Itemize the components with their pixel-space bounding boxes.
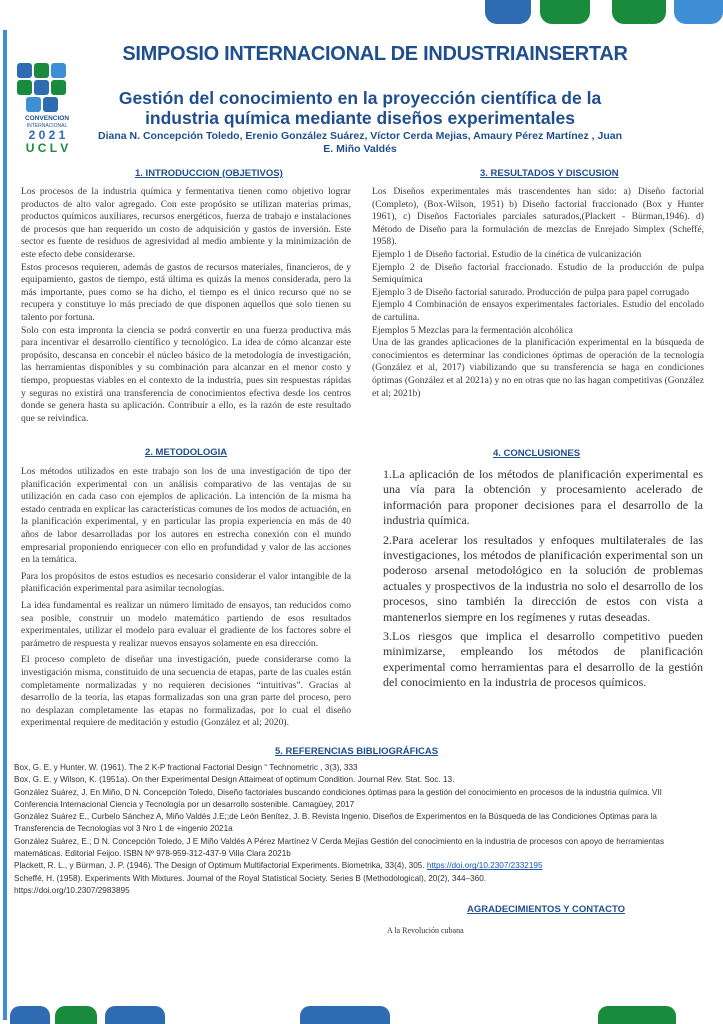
- symposium-title: SIMPOSIO INTERNACIONAL DE INDUSTRIAINSERTAR: [122, 43, 628, 65]
- logo-line2: INTERNACIONAL: [26, 123, 68, 129]
- reference-item: Plackett, R. L., y Bürman, J. P. (1946). The Design of Optimum Multifactorial Experiments. Biometrika, 33(4), 305. https://doi.org/10.2307/2332195: [14, 861, 543, 871]
- top-tab-2: [540, 0, 590, 24]
- reference-item: Box, G. E. y Hunter, W. (1961). The 2 K-P fractional Factorial Design “ Technometric , 3(3), 333: [14, 763, 358, 772]
- bottom-tab-4: [300, 1006, 390, 1024]
- convention-logo-icon: [17, 63, 77, 118]
- top-tab-1: [485, 0, 531, 24]
- doi-link[interactable]: https://doi.org/10.2307/2332195: [426, 861, 543, 871]
- reference-item: Scheffé, H. (1958). Experiments With Mixtures. Journal of the Royal Statistical Society. Series B (Methodological), 20(2), 344–360.: [14, 873, 487, 883]
- reference-item: González Suárez E., Curbelo Sánchez A, Miño Valdés J.E;;de León Benítez, J. B. Revista Ingenio. Diseños de Experimentos en la Búsqueda de las Condiciones Óptimas para la Transferencia de Tecnologías vol 3 Nro 1 de +ingenio 2021a: [14, 812, 657, 834]
- bottom-tab-3: [105, 1006, 165, 1024]
- logo-year: 2 0 2 1: [28, 128, 66, 142]
- references-heading: 5. REFERENCIAS BIBLIOGRÁFICAS: [275, 746, 439, 757]
- bottom-tab-2: [55, 1006, 97, 1024]
- conclusions-heading: 4. CONCLUSIONES: [493, 448, 581, 459]
- intro-body: Los procesos de la industria química y fermentativa tienen como objetivo lograr productos de alto valor agregado. Con este propósito se utilizan materias primas, productos químicos auxiliares, recursos energéticos, fuerza de trabajo e instalaciones de procesos que han requerido un costo de adquisición y gastos de inversión. Este sector es fuente de residuos de agresividad al medio ambiente y la minimización de este efecto debe considerarse. Estos procesos requieren, además de gastos de recursos materiales, financieros, de y equipamiento, gastos de tiempo, está última es quizás la menos considerada, pero la más importante, pues como se ha dicho, el tiempo es el único recurso que no se recupera y constituye lo más preciado de que disponen aquellos que solo tienen su talento por fortuna. Solo con esta impronta la ciencia se podrá convertir en una fuerza productiva más para incentivar el desarrollo científico y tecnológico. La idea de cómo alcanzar este propósito, descansa en concebir el núcleo básico de la metodología de investigación, las herramientas disponibles y su combinación para alcanzar en el menor costo y tiempo, propuestas viables en el contexto de la industria, pues sin respuestas rápidas y seguras no existirá una transferencia de conocimientos efectiva desde los centros donde se genera hasta su aplicación. Contribuir a ello, es la razón de este resultado que se reivindica.: [21, 186, 351, 424]
- references-list: [14, 762, 704, 897]
- bottom-tab-5: [598, 1006, 676, 1024]
- reference-item: González Suárez, E.; D N. Concepción Toledo, J E Miño Valdés A Pérez Martínez V Cerda Mejías Gestión del conocimiento en la industria de procesos con apoyo de herramientas matemáticas. Editorial Feijoo. ISBN Nº 978-959-312-437-9 Villa Clara 2021b: [14, 836, 665, 859]
- logo-line1: CONVENCION: [24, 115, 70, 122]
- reference-item: https://doi.org/10.2307/2983895: [14, 885, 130, 895]
- results-heading: 3. RESULTADOS Y DISCUSION: [480, 168, 619, 179]
- conclusions-body: 1.La aplicación de los métodos de planificación experimental es una vía para la obtención y procesamiento acelerado de información para proponer decisiones para el desarrollo de la industria química. 2.Para acelerar los resultados y enfoques multilaterales de las investigaciones, los métodos de planificación experimental son un poderoso arsenal metodológico en la solución de problemas actuales y prospectivos de la industria no solo el desarrollo de los procesos, sino también la dirección de estos con vista a mantenerlos siempre en los regímenes y rutas deseadas. 3.Los riesgos que implica el desarrollo competitivo pueden minimizarse, empleando los métodos de planificación experimental como herramientas para el desarrollo de la gestión del conocimiento en la industria de procesos químicos.: [383, 467, 703, 690]
- top-tab-4: [674, 0, 723, 24]
- method-body: Los métodos utilizados en este trabajo son los de una investigación de tipo der planificación experimental con un análisis comparativo de las ventajas de su utilización en cada caso con ejemplos de aplicación. La intención de la misma ha estado centrada en explicar las características comunes de los modos de actuación, en la planificación experimental, y en particular las propia experiencia en más de 40 años de labor desarrolladas por los autores en estrecha conexión con el mundo empresarial proponiendo enriquecer con ello en profundidad y valor de las acciones en la temática. Para los propósitos de estos estudios es necesario considerar el valor intangible de la planificación experimental para asimilar tecnologías. La idea fundamental es realizar un número limitado de ensayos, tan reducidos como sea posible, construir un modelo matemático partiendo de esos resultados experimentales, utilizar el modelo para evaluar el gradiente de los factores sobre el parámetro de respuesta y realizar nuevos ensayos solamente en esa dirección. El proceso completo de diseñar una investigación, puede considerarse como la investigación misma, constituido de una secuencia de etapas, parte de las cuales están completamente normalizadas y no requieren decisiones “intuitivas”. Gracias al desarrollo de la teoría, las etapas formalizadas son una gran parte del proceso, pero no desplazan completamente las etapas no formalizadas, por lo cual el diseño experimental requiere de meditación y estudio (González et al; 2020).: [21, 466, 351, 729]
- top-tab-3: [612, 0, 666, 24]
- reference-item: Box, G. E. y Wilson, K. (1951a). On ther Experimental Design Attaimeat of optimum Condition. Journal Rev. Stat. Soc. 13.: [14, 775, 455, 785]
- logo-org: U C L V: [25, 141, 69, 155]
- reference-item: González Suárez, J. En Miño, D N. Concepción Toledo, Diseño factoriales buscando condiciones óptimas para la gestión del conocimiento en procesos de la industria química. VII Conferencia Internacional Ciencia y Tecnología por un desarrollo sostenible. Camagüey, 2017: [14, 787, 662, 809]
- intro-heading: 1. INTRODUCCION (OBJETIVOS): [135, 168, 283, 179]
- left-accent-bar: [3, 30, 7, 1020]
- method-heading: 2. METODOLOGIA: [145, 447, 228, 458]
- thanks-heading: AGRADECIMIENTOS Y CONTACTO: [467, 904, 625, 915]
- results-body: Los Diseños experimentales más trascendentes han sido: a) Diseño factorial (Completo), (Box-Wilson, 1951) b) Diseño factorial fraccionado (Box y Hunter 1961), c) Diseños Factoriales parciales saturados,(Plackett - Bürman,1946). d) Método de Diseño para la formulación de mezclas de Enrejado Simplex (Scheffé, 1958). Ejemplo 1 de Diseño factorial. Estudio de la cinética de vulcanización Ejemplo 2 de Diseño factorial fraccionado. Estudio de la producción de pulpa Semiquímica Ejemplo 3 de Diseño factorial saturado. Producción de pulpa para papel corrugado Ejemplo 4 Combinación de ensayos experimentales factoriales. Estudio del encolado de cartulina. Ejemplos 5 Mezclas para la fermentación alcohólica Una de las grandes aplicaciones de la planificación experimental en la búsqueda de conocimientos es determinar las condiciones óptimas de operación de la tecnología (González et al, 2017) viabilizando que su transferencia se haga en condiciones óptimas (González et al 2021a) y no en otras que no las hagan competitivas (González et al; 2021b): [372, 186, 704, 399]
- bottom-tab-1: [10, 1006, 50, 1024]
- poster-title: Gestión del conocimiento en la proyección científica de la industria química mediante diseños experimentales: [118, 88, 602, 128]
- authors: Diana N. Concepción Toledo, Erenio González Suárez, Víctor Cerda Mejias, Amaury Pérez Martínez , Juan E. Miño Valdés: [98, 130, 622, 155]
- thanks-text: A la Revolución cubana: [387, 926, 464, 935]
